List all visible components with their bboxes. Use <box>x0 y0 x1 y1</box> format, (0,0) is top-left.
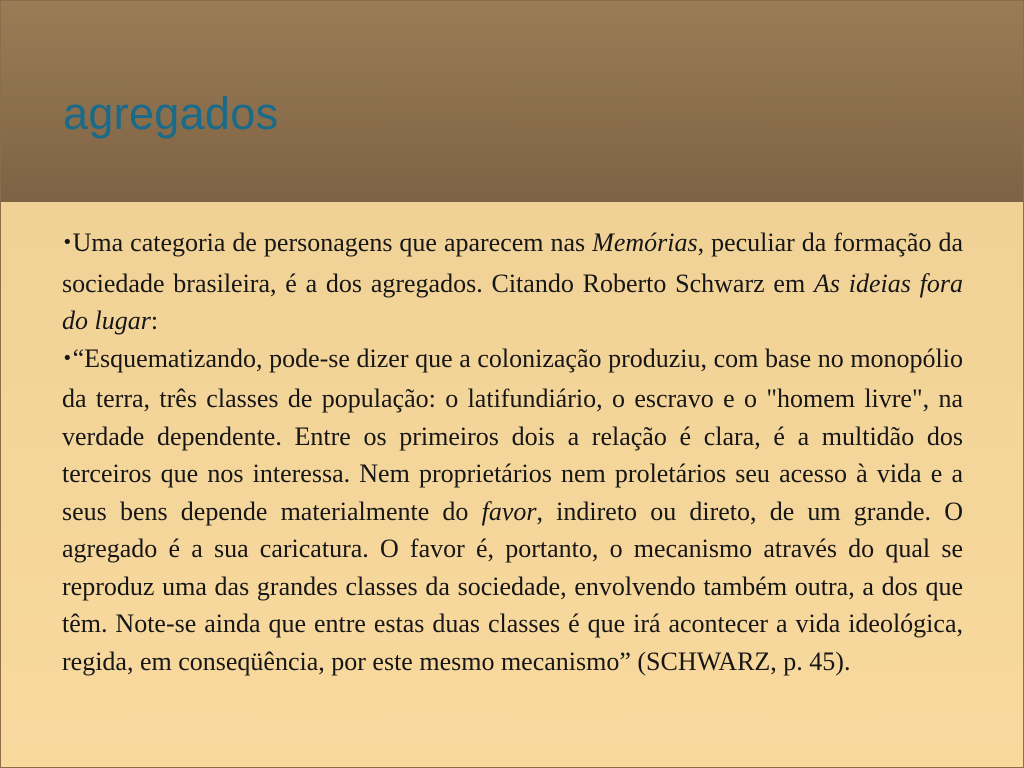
paragraph-1-italic-memorias: Memórias <box>592 228 698 257</box>
paragraph-2-text-2: , indireto ou direto, de um grande. O agregado é a sua caricatura. O favor é, portanto, o mecanismo através do qual se reproduz uma das grandes classes da sociedade, envolvendo também outra, a dos que têm. Note-se ainda que entre estas duas classes é que irá acontecer a vida ideológica, regida, em conseqüência, por este mesmo mecanismo” (SCHWARZ, p. 45). <box>62 496 963 676</box>
bullet-paragraph-2 <box>62 340 963 681</box>
paragraph-1-italic-book-title: As ideias fora do lugar <box>62 268 963 335</box>
paragraph-2-text-1: “Esquematizando, pode-se dizer que a colonização produziu, com base no monopólio da terra, três classes de população: o latifundiário, o escravo e o "homem livre", na verdade dependente. Entre os primeiros dois a relação é clara, é a multidão dos terceiros que nos interessa. Nem proprietários nem proletários seu acesso à vida e a seus bens depende materialmente do <box>62 343 963 526</box>
title-bar <box>1 1 1023 202</box>
paragraph-2-italic-favor: favor <box>481 496 537 526</box>
slide-title: agregados <box>63 88 279 139</box>
paragraph-1-text-3: : <box>150 306 159 335</box>
slide-body <box>62 224 963 680</box>
bullet-paragraph-1 <box>62 224 963 340</box>
bullet-icon: • <box>62 347 73 369</box>
paragraph-1-text-1: Uma categoria de personagens que aparecem nas <box>72 228 593 257</box>
paragraph-1-text-2: , peculiar da formação da sociedade brasileira, é a dos agregados. Citando Roberto Schwarz em <box>62 228 963 298</box>
bullet-icon: • <box>62 232 73 253</box>
